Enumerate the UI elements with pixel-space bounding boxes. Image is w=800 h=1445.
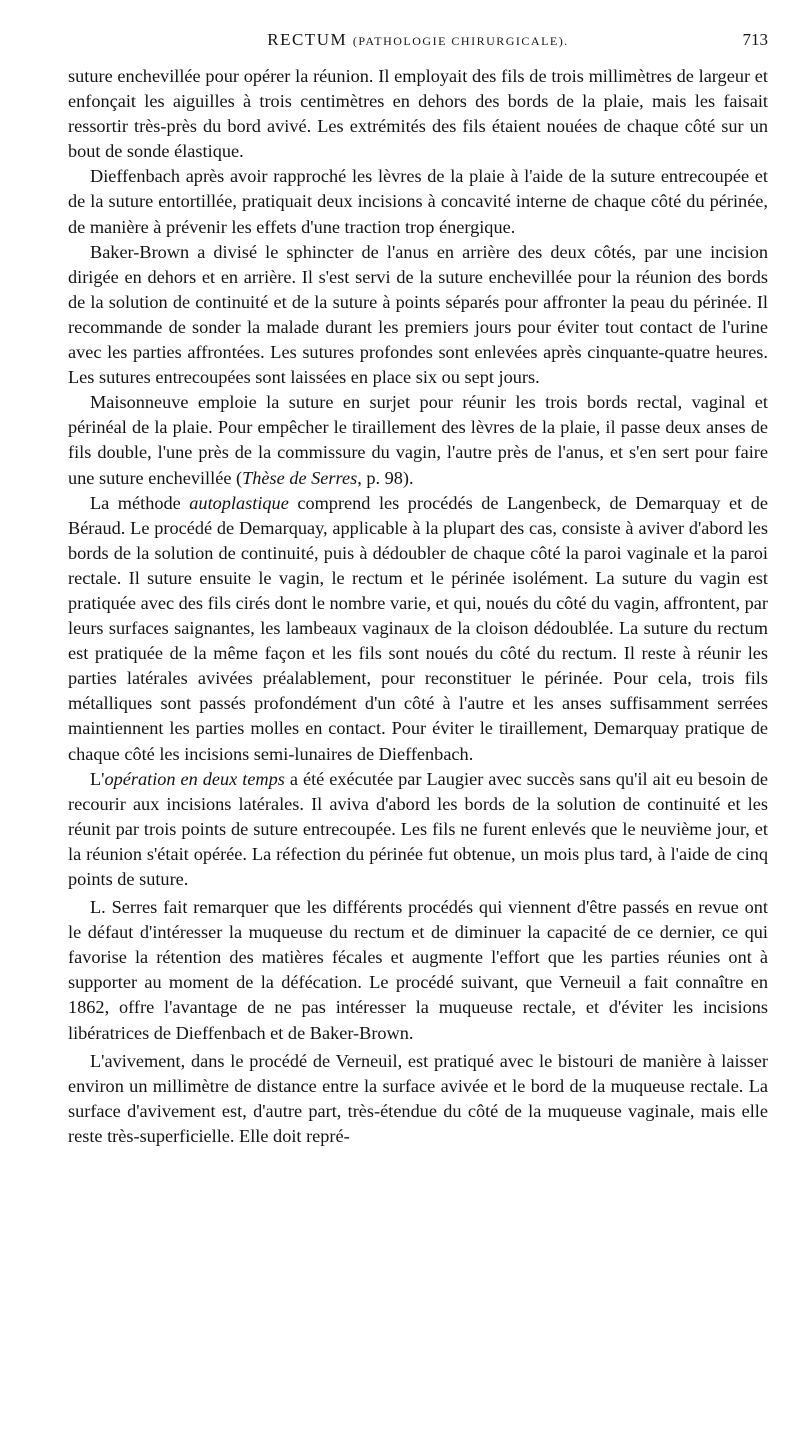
running-header bbox=[68, 30, 768, 56]
italic-text: Thèse de Serres bbox=[242, 467, 358, 488]
text-run: La méthode bbox=[90, 492, 190, 513]
paragraph-maisonneuve bbox=[68, 390, 768, 490]
text-run: , p. 98). bbox=[357, 467, 414, 488]
text-run: Baker-Brown a divisé le sphincter de l'anus en arrière des deux côtés, par une incision dirigée en dehors et en arrière. Il s'est servi de la suture enchevillée pour la réunion des bords de la solution de continuité et de la suture à points séparés pour affronter la peau du périnée. Il recommande de sonder la malade durant les premiers jours pour éviter tout contact de l'urine avec les parties affrontées. Les sutures profondes sont enlevées après cinquante-quatre heures. Les sutures entrecoupées sont laissées en place six ou sept jours. bbox=[68, 241, 768, 388]
body-text bbox=[68, 64, 768, 1149]
paragraph-dieffenbach bbox=[68, 164, 768, 239]
text-run: Maisonneuve emploie la suture en surjet pour réunir les trois bords rectal, vaginal et périnéal de la plaie. Pour empêcher le tiraillement des lèvres de la plaie, il passe deux anses de fils double, l'une près de la commissure du vagin, l'autre près de l'anus, et s'en sert pour faire une suture enchevillée ( bbox=[68, 392, 768, 488]
text-run: L'avivement, dans le procédé de Verneuil, est pratiqué avec le bistouri de manière à laisser environ un millimètre de distance entre la surface avivée et le bord de la muqueuse rectale. La surface d'avivement est, d'autre part, très-étendue du côté de la muqueuse vaginale, mais elle reste très-superficielle. Elle doit repré- bbox=[68, 1050, 768, 1146]
header-subtitle: (PATHOLOGIE CHIRURGICALE). bbox=[352, 34, 569, 48]
paragraph-baker-brown bbox=[68, 240, 768, 391]
paragraph-methode-autoplastique bbox=[68, 491, 768, 767]
running-title bbox=[68, 30, 768, 50]
paragraph-verneuil bbox=[68, 1049, 768, 1149]
text-run: suture enchevillée pour opérer la réunion. Il employait des fils de trois millimètres de largeur et enfonçait les aiguilles à trois centimètres en dehors des bords de la plaie, mais les faisait ressortir très-près du bord avivé. Les extrémités des fils étaient nouées de chaque côté sur un bout de sonde élastique. bbox=[68, 66, 768, 162]
header-title: RECTUM bbox=[267, 30, 348, 49]
text-run: comprend les procédés de Langenbeck, de Demarquay et de Béraud. Le procédé de Demarquay, applicable à la plupart des cas, consiste à aviver d'abord les bords de la solution de continuité, puis à dédoubler de chaque côté la paroi vaginale et la paroi rectale. Il suture ensuite le vagin, le rectum et le périnée isolément. La suture du vagin est pratiquée avec des fils cirés dont le nombre varie, et qui, noués du côté du vagin, affrontent, par leurs surfaces saignantes, les lambeaux vaginaux de la cloison dédoublée. La suture du rectum est pratiquée de la même façon et les fils sont noués du côté du rectum. Il reste à réunir les parties latérales avivées préalablement, pour reconstituer le périnée. Pour cela, trois fils métalliques sont passés profondément d'un côté à l'autre et les anses suffisamment serrées maintiennent les parties molles en contact. Pour éviter le tiraillement, Demarquay pratique de chaque côté les incisions semi-lunaires de Dieffenbach. bbox=[68, 492, 768, 764]
text-run: Dieffenbach après avoir rapproché les lèvres de la plaie à l'aide de la suture entrecoupée et de la suture entortillée, pratiquait deux incisions à concavité interne de chaque côté du périnée, de manière à prévenir les effets d'une traction trop énergique. bbox=[68, 166, 768, 237]
page-number: 713 bbox=[742, 30, 768, 49]
text-run: L. Serres fait remarquer que les différents procédés qui viennent d'être passés en revue ont le défaut d'intéresser la muqueuse du rectum et de diminuer la capacité de ce dernier, ce qui favorise la rétention des matières fécales et augmente l'effort que les parties réunies ont à supporter au moment de la défécation. Le procédé suivant, que Verneuil a fait connaître en 1862, offre l'avantage de ne pas intéresser la muqueuse rectale, et d'éviter les incisions libératrices de Dieffenbach et de Baker-Brown. bbox=[68, 897, 768, 1043]
italic-text: opération en deux temps bbox=[104, 768, 285, 789]
paragraph-serres bbox=[68, 895, 768, 1046]
paragraph-continuation bbox=[68, 64, 768, 164]
text-run: a été exécutée par Laugier avec succès sans qu'il ait eu besoin de recourir aux incisions latérales. Il aviva d'abord les bords de la solution de continuité et les réunit par trois points de suture entrecoupée. Les fils ne furent enlevés que le neuvième jour, et la réunion s'était opérée. La réfection du périnée fut obtenue, un mois plus tard, à l'aide de cinq points de suture. bbox=[68, 768, 769, 889]
italic-text: autoplastique bbox=[189, 492, 289, 513]
text-run: L' bbox=[90, 768, 105, 789]
paragraph-operation-deux-temps bbox=[68, 767, 768, 892]
